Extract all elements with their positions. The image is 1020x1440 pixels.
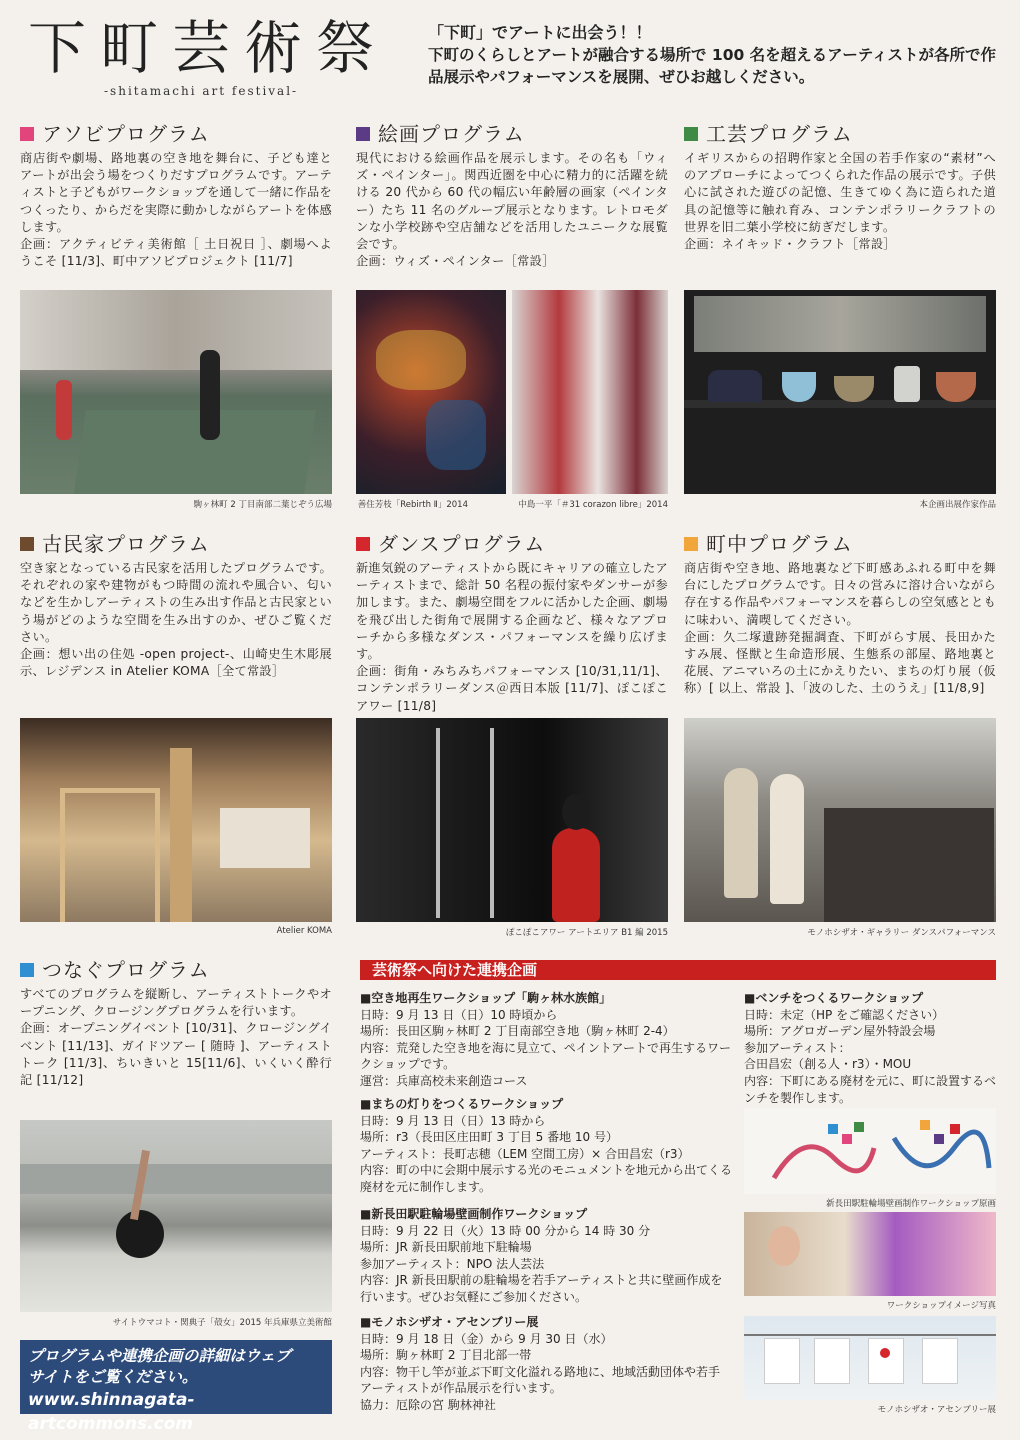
section-body: 現代における絵画作品を展示します。その名も「ウィズ・ペインター」。関西近圏を中心に精力的に活躍を続ける 20 代から 60 代の幅広い年齢層の画家（ペインター）たち 11 名のグループ展示となります。レトロモダンな小学校跡や空店舗などを活用したユニークな展覧会です。 <box>356 151 668 252</box>
photo-caption: 新長田駅駐輪場壁画制作ワークショップ原画 <box>826 1199 996 1209</box>
section-planning: 企画：想い出の住処 -open project-、山崎史生木彫展示、レジデンス in Atelier KOMA［全て常設］ <box>20 647 332 679</box>
collab-line: 内容：下町にある廃材を元に、町に設置するベンチを製作します。 <box>744 1073 997 1105</box>
section-title: 工芸プログラム <box>706 122 853 146</box>
mural-sketch-art <box>744 1108 996 1194</box>
collab-line: 運営：兵庫高校未来創造コース <box>360 1073 528 1088</box>
page-subtitle: -shitamachi art festival- <box>104 84 299 98</box>
photo-caption: 本企画出展作家作品 <box>919 500 996 510</box>
collab-item <box>360 1206 732 1306</box>
intro-text: 下町のくらしとアートが融合する場所で 100 名を超えるアーティストが各所で作品展示やパフォーマンスを展開、ぜひお越しください。 <box>428 46 996 86</box>
collab-title: ■新長田駅駐輪場壁画制作ワークショップ <box>360 1207 588 1221</box>
machinaka-photo <box>684 718 996 922</box>
section-title: 絵画プログラム <box>378 122 525 146</box>
section-body: イギリスからの招聘作家と全国の若手作家の“素材”へのアプローチによってつくられた作品の展示です。子供心に試された遊びの記憶、生きてゆく為に造られた道具の記憶等に触れ育み、コンテンポラリークラフトの世界を旧二葉小学校に紡ぎだします。 <box>684 151 996 234</box>
photo-caption: ワークショップイメージ写真 <box>886 1301 996 1311</box>
photo-caption: 中島一平「＃31 corazon libre」2014 <box>518 500 668 510</box>
tsunagu-photo <box>20 1120 332 1312</box>
section-planning: 企画：オープニングイベント [10/31]、クロージングイベント [11/13]、ガイドツアー [ 随時 ]、アーティストトーク [11/3]、ちいきいと 15[11/6]、いくいく酔行記 [11/12] <box>20 1021 332 1088</box>
collab-title: ■モノホシザオ・アセンブリー展 <box>360 1315 539 1329</box>
red-square-icon <box>356 537 370 551</box>
collab-line: 日時：9 月 13 日（日）10 時頃から <box>360 1007 558 1022</box>
orange-square-icon <box>684 537 698 551</box>
website-url-link[interactable]: www.shinnagata-artcommons.com <box>28 1390 195 1434</box>
section-dance <box>356 532 668 715</box>
collab-line: 場所：駒ヶ林町 2 丁目北部一帯 <box>360 1348 532 1363</box>
photo-caption: Atelier KOMA <box>276 926 332 936</box>
asobi-photo <box>20 290 332 494</box>
section-asobi <box>20 122 332 270</box>
section-planning: 企画：街角・みちみちパフォーマンス [10/31,11/1]、コンテンポラリーダンス＠西日本版 [11/7]、ぽこぽこアワー [11/8] <box>356 664 668 713</box>
painting-rebirth <box>356 290 506 494</box>
notice-line1: プログラムや連携企画の詳細はウェブ <box>28 1347 291 1365</box>
workshop-photo <box>744 1212 996 1296</box>
collab-line: 日時：9 月 18 日（金）から 9 月 30 日（水） <box>360 1331 613 1346</box>
photo-caption: サイトウマコト・関典子「殻女」2015 年兵庫県立美術館 <box>112 1318 332 1328</box>
section-title: アソビプログラム <box>42 122 210 146</box>
photo-caption: モノホシザオ・ギャラリー ダンスパフォーマンス <box>807 928 996 938</box>
collab-line: 場所：JR 新長田駅前地下駐輪場 <box>360 1240 532 1255</box>
collab-item <box>744 990 996 1106</box>
assembly-photo <box>744 1316 996 1400</box>
pink-square-icon <box>20 127 34 141</box>
collab-line: 参加アーティスト： <box>744 1040 851 1055</box>
section-planning: 企画：アクティビティ美術館［ 土日祝日 ］、劇場へようこそ [11/3]、町中アソビプロジェクト [11/7] <box>20 237 332 269</box>
collab-title: ■ベンチをつくるワークショップ <box>744 991 924 1005</box>
photo-caption: モノホシザオ・アセンブリー展 <box>877 1405 996 1415</box>
collab-item <box>360 990 732 1090</box>
collab-line: 合田昌宏（創る人・r3）・MOU <box>744 1057 912 1072</box>
collab-line: 日時：未定（HP をご確認ください） <box>744 1007 945 1022</box>
photo-caption: ぽこぽこアワー アートエリア B1 編 2015 <box>505 928 668 938</box>
collab-line: 場所：アグロガーデン屋外特設会場 <box>744 1024 936 1039</box>
collab-line: 日時：9 月 22 日（火）13 時 00 分から 14 時 30 分 <box>360 1223 651 1238</box>
collab-line: 参加アーティスト：NPO 法人芸法 <box>360 1256 545 1271</box>
painting-corazon <box>512 290 668 494</box>
collab-banner: 芸術祭へ向けた連携企画 <box>360 960 996 980</box>
intro-headline: 「下町」でアートに出会う！！ <box>428 23 652 42</box>
section-body: 商店街や空き地、路地裏など下町感あふれる町中を舞台にしたプログラムです。日々の営みに溶け合いながら存在する作品やパフォーマンスを暮らしの空気感とともに味わい、満喫してください。 <box>684 561 996 627</box>
collab-line: 日時：9 月 13 日（日）13 時から <box>360 1113 546 1128</box>
section-kominka <box>20 532 332 680</box>
collab-line: 内容：物干し竿が並ぶ下町文化溢れる路地に、地域活動団体や若手アーティストが作品展示を行います。 <box>360 1364 721 1396</box>
collab-line: 協力：厄除の宮 駒林神社 <box>360 1397 496 1412</box>
dance-photo <box>356 718 668 922</box>
kogei-photo <box>684 290 996 494</box>
section-planning: 企画：ウィズ・ペインター［常設］ <box>356 254 555 269</box>
green-square-icon <box>684 127 698 141</box>
section-planning: 企画：ネイキッド・クラフト［常設］ <box>684 237 896 252</box>
collab-line: 内容：荒発した空き地を海に見立て、ペイントアートで再生するワークショップです。 <box>360 1040 732 1072</box>
intro <box>428 22 1008 88</box>
collab-line: 場所：r3（長田区庄田町 3 丁目 5 番地 10 号） <box>360 1130 618 1145</box>
section-machinaka <box>684 532 996 698</box>
brown-square-icon <box>20 537 34 551</box>
section-body: 空き家となっている古民家を活用したプログラムです。それぞれの家や建物がもつ時間の流れや風合い、匂いなどを生かしアーティストの生み出す作品と古民家という場がどのような空間を生み出すのか、ぜひご覧ください。 <box>20 561 332 644</box>
collab-title: ■まちの灯りをつくるワークショップ <box>360 1097 564 1111</box>
section-tsunagu <box>20 958 332 1089</box>
photo-caption: 善住芳枝「Rebirth Ⅱ」2014 <box>357 500 468 510</box>
blue-square-icon <box>20 963 34 977</box>
collab-item <box>360 1096 732 1196</box>
mural-sketch-image <box>744 1108 996 1194</box>
section-planning: 企画：久二塚遺跡発掘調査、下町がらす展、長田かたすみ展、怪獣と生命造形展、生態系の部屋、路地裏と花展、アニマいろの土にかえりたい、まちの灯り展（仮称）[ 以上、常設 ]、「波のした、土のうえ」[11/8,9] <box>684 629 996 696</box>
kominka-photo <box>20 718 332 922</box>
section-body: すべてのプログラムを縦断し、アーティストトークやオープニング、クロージングプログラムを行います。 <box>20 987 332 1019</box>
section-title: ダンスプログラム <box>378 532 546 556</box>
section-title: 町中プログラム <box>706 532 853 556</box>
purple-square-icon <box>356 127 370 141</box>
section-body: 商店街や劇場、路地裏の空き地を舞台に、子ども達とアートが出会う場をつくりだすプログラムです。アーティストと子どもがワークショップを通して一緒に作品をつくったり、からだを実際に動かしながらアートを体感します。 <box>20 151 332 234</box>
section-kogei <box>684 122 996 253</box>
section-title: 古民家プログラム <box>42 532 210 556</box>
section-title: つなぐプログラム <box>42 958 210 982</box>
collab-item <box>360 1314 732 1414</box>
collab-line: アーティスト：長町志穂（LEM 空間工房）× 合田昌宏（r3） <box>360 1146 690 1161</box>
section-kaiga <box>356 122 668 270</box>
collab-line: 内容：町の中に会期中展示する光のモニュメントを地元から出てくる廃材を元に制作します。 <box>360 1163 733 1194</box>
collab-title: ■空き地再生ワークショップ「駒ヶ林水族館」 <box>360 991 612 1005</box>
website-notice <box>20 1340 332 1434</box>
section-body: 新進気鋭のアーティストから既にキャリアの確立したアーティストまで、総計 50 名程の振付家やダンサーが参加します。また、劇場空間をフルに活かした企画、劇場を飛び出した街角で展開する企画など、様々なアプローチから多様なダンス・パフォーマンスを繰り広げます。 <box>356 561 668 662</box>
page-title: 下町芸術祭 <box>28 14 389 82</box>
photo-caption: 駒ヶ林町 2 丁目南部二葉じぞう広場 <box>193 500 332 510</box>
collab-line: 場所：長田区駒ヶ林町 2 丁目南部空き地（駒ヶ林町 2-4） <box>360 1024 675 1039</box>
notice-line2: サイトをご覧ください。 <box>28 1368 198 1386</box>
collab-line: 内容：JR 新長田駅前の駐輪場を若手アーティストと共に壁画作成を行います。ぜひお気軽にご参加ください。 <box>360 1273 723 1304</box>
